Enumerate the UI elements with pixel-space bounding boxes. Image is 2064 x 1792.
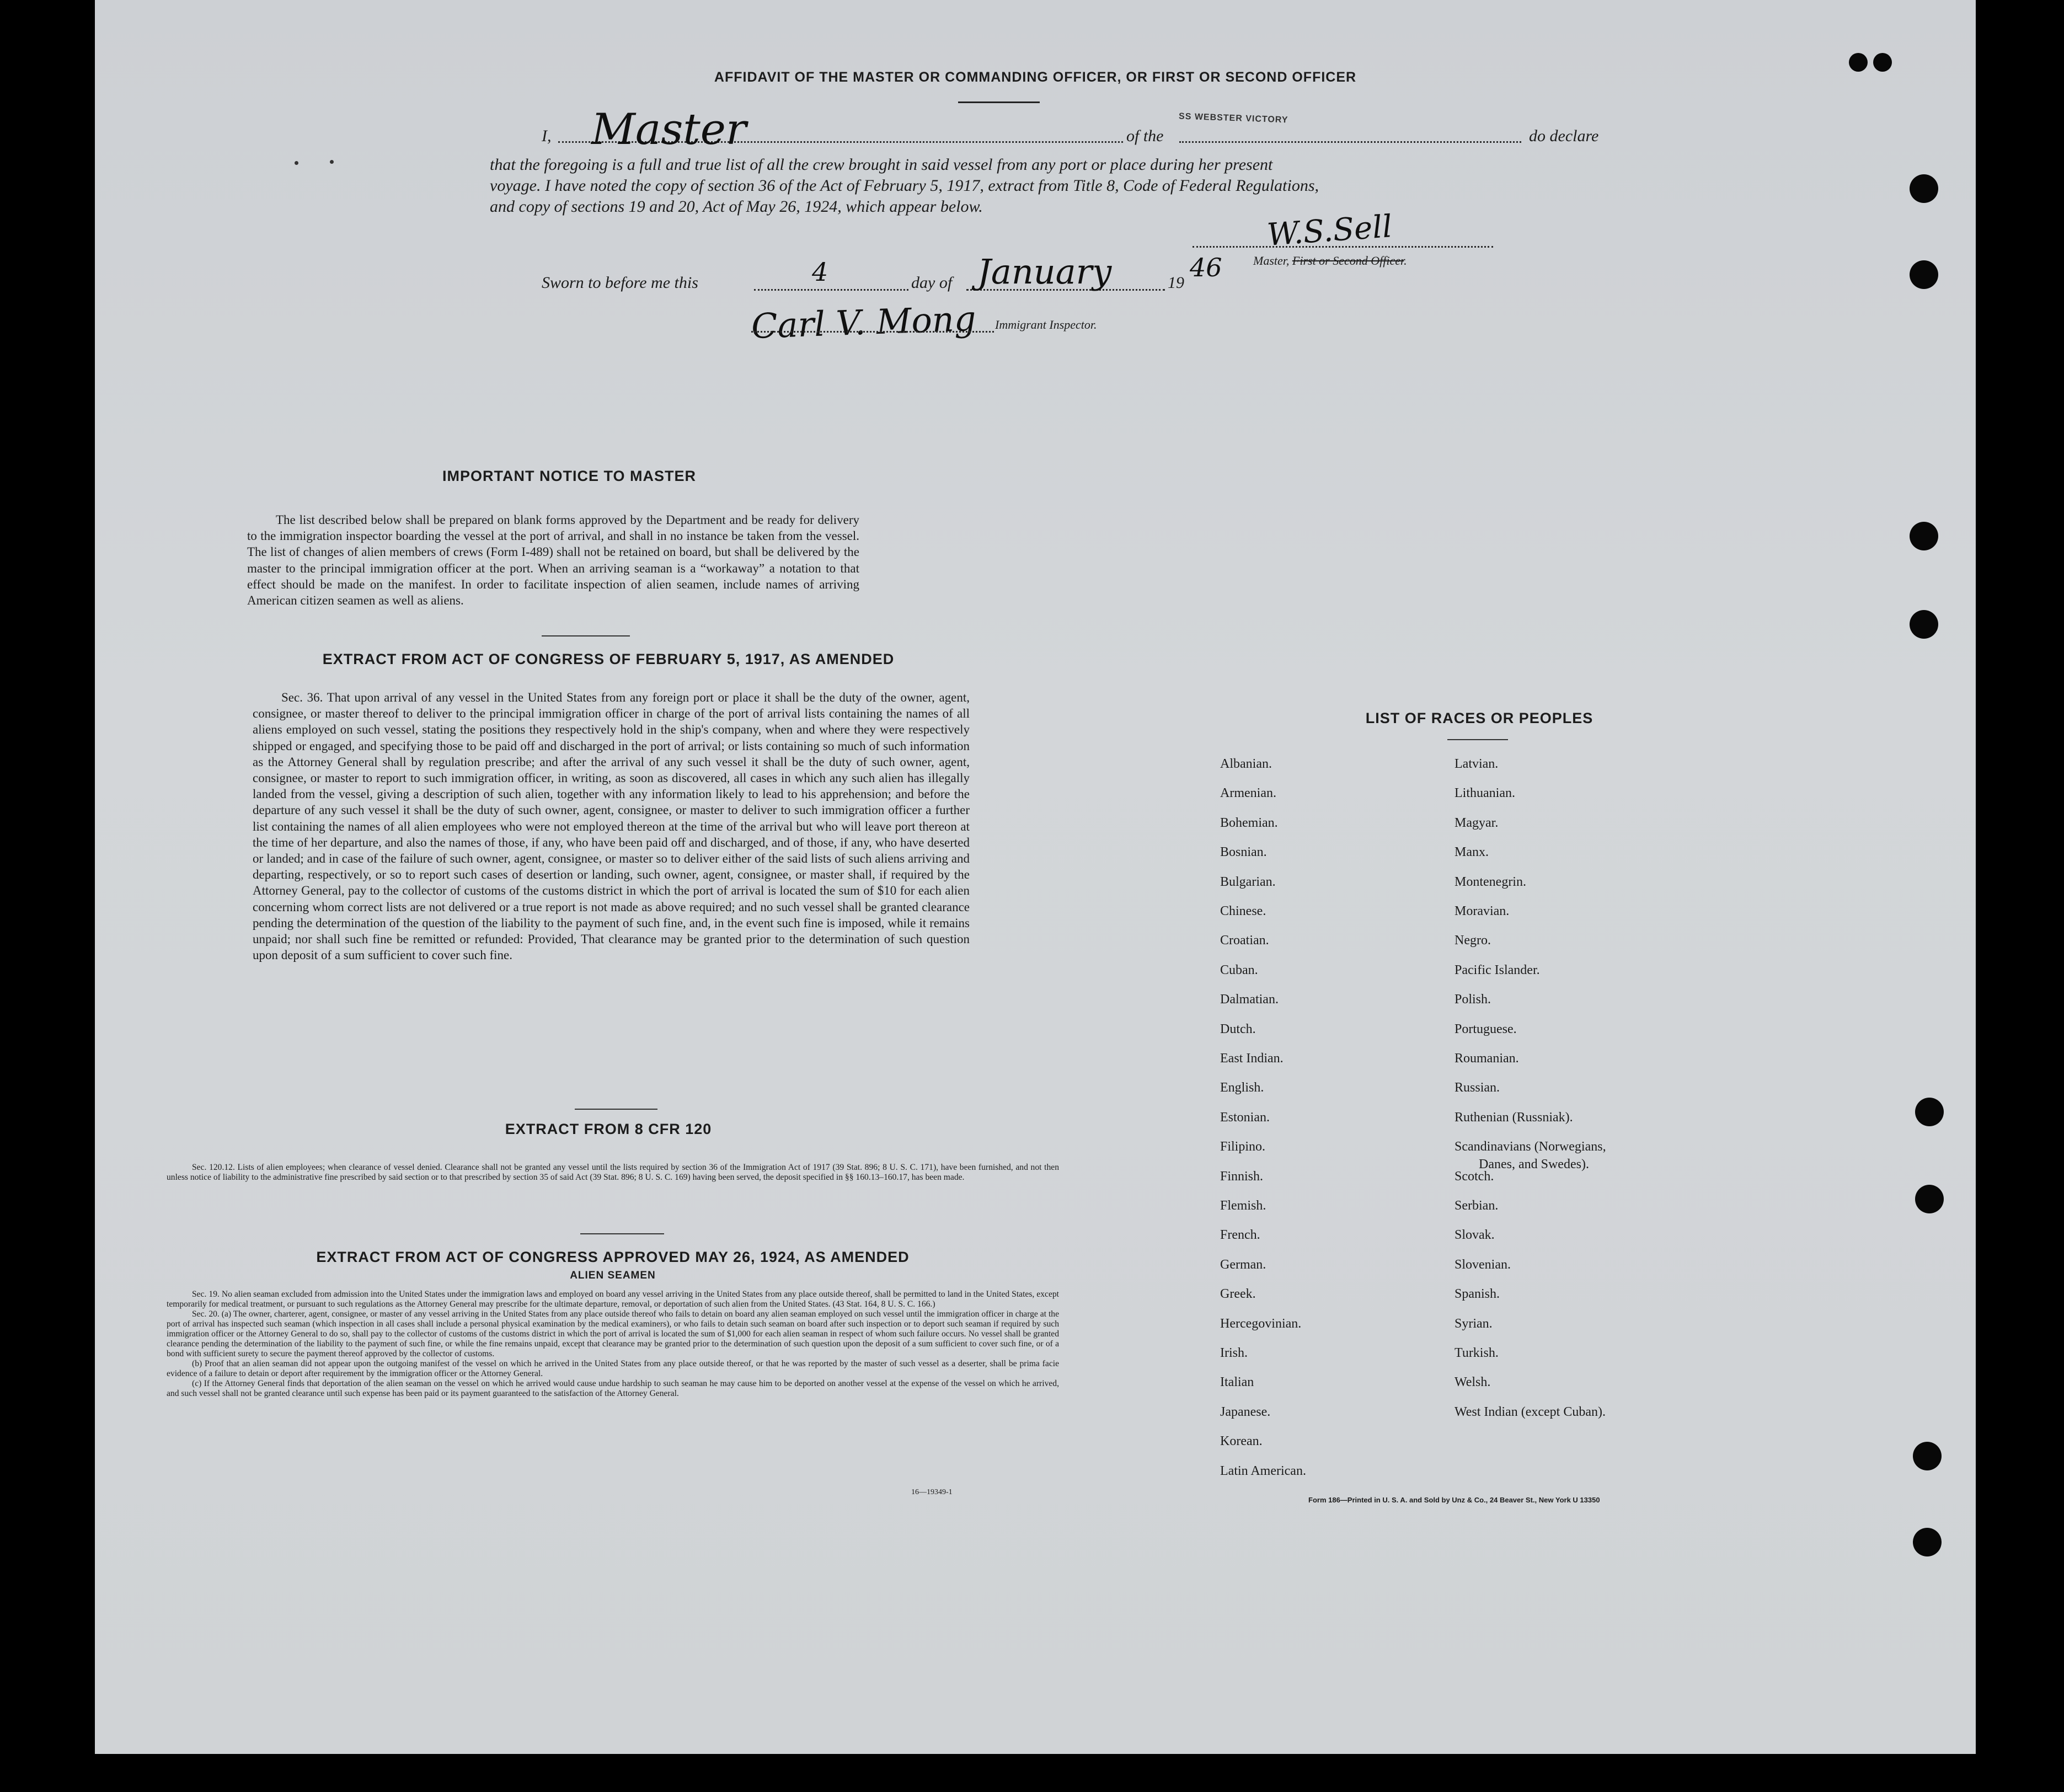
- extract-1924-subtitle: ALIEN SEAMEN: [570, 1270, 656, 1281]
- divider: [1447, 739, 1508, 740]
- race-item: Negro.: [1455, 933, 1491, 948]
- printer-note: Form 186—Printed in U. S. A. and Sold by Unz & Co., 24 Beaver St., New York U 13350: [1308, 1496, 1600, 1504]
- inspector-blank: [751, 331, 994, 333]
- race-item: Latvian.: [1455, 757, 1499, 771]
- punch-hole: [1913, 1528, 1942, 1556]
- race-item: Scandinavians (Norwegians,: [1455, 1140, 1606, 1154]
- race-item: Bulgarian.: [1220, 874, 1276, 889]
- sworn-day: 4: [812, 257, 828, 287]
- race-item: Syrian.: [1455, 1316, 1493, 1331]
- master-title: [1253, 254, 1407, 268]
- race-item: Roumanian.: [1455, 1051, 1519, 1066]
- race-item: Dalmatian.: [1220, 992, 1279, 1007]
- races-title: LIST OF RACES OR PEOPLES: [1365, 710, 1594, 726]
- punch-hole: [1915, 1098, 1944, 1126]
- race-item: French.: [1220, 1228, 1260, 1243]
- race-item: Italian: [1220, 1375, 1254, 1390]
- punch-hole: [1910, 610, 1938, 639]
- vessel-blank: [1179, 141, 1521, 143]
- extract-1924-title: EXTRACT FROM ACT OF CONGRESS APPROVED MAY 26, 1924, AS AMENDED: [316, 1249, 910, 1265]
- day-blank: [754, 289, 908, 291]
- inspector-label: Immigrant Inspector.: [995, 318, 1097, 331]
- sec19-text: Sec. 19. No alien seaman excluded from admission into the United States under the immigration laws and employed on board any vessel arriving in the United States from any place outside thereof, shall be permitted to land in the United States, except temporarily for medical treatment, or pursuant to such regulations as the Attorney General may prescribe for the ultimate departure, removal, or deportation of such alien from the United States. (43 Stat. 164, 8 U. S. C. 166.): [167, 1290, 1059, 1309]
- race-item: Irish.: [1220, 1346, 1248, 1360]
- divider: [580, 1233, 664, 1234]
- sec20b-text: (b) Proof that an alien seaman did not appear upon the outgoing manifest of the vessel on which he arrived in the United States from any place outside thereof, or that he was reported by the master of such vessel as a deserter, shall be prima facie evidence of a failure to detain or deport after requirement by the immigration officer or the Attorney General.: [167, 1359, 1059, 1378]
- vessel-stamp: SS WEBSTER VICTORY: [1178, 111, 1288, 125]
- form-number: 16—19349-1: [911, 1488, 953, 1496]
- race-item: Hercegovinian.: [1220, 1316, 1302, 1331]
- punch-hole: [1913, 1442, 1942, 1470]
- struck-officer-title: First or Second Officer: [1292, 254, 1404, 268]
- punch-hole: [1915, 1185, 1944, 1213]
- declaration-body-3: and copy of sections 19 and 20, Act of May 26, 1924, which appear below.: [490, 197, 983, 216]
- race-item: Croatian.: [1220, 933, 1269, 948]
- race-item: Lithuanian.: [1455, 786, 1515, 801]
- race-item: Scotch.: [1455, 1169, 1494, 1184]
- race-item: Polish.: [1455, 992, 1491, 1007]
- notice-text: The list described below shall be prepared on blank forms approved by the Department and be ready for delivery to the immigration inspector boarding the vessel at the port of arrival, and shall in no instance be taken from the vessel. The list of changes of alien members of crews (Form I-489) shall not be retained on board, but shall be delivered by the master to the principal immigration officer at the port. When an arriving seaman is a “workaway” a notation to that effect should be made on the manifest. In order to facilitate inspection of alien seamen, include names of arriving American citizen seamen as well as aliens.: [247, 513, 859, 608]
- race-item: Estonian.: [1220, 1110, 1270, 1125]
- race-item: Magyar.: [1455, 815, 1499, 830]
- extract-cfr-title: EXTRACT FROM 8 CFR 120: [505, 1121, 712, 1137]
- race-item: Flemish.: [1220, 1199, 1266, 1213]
- race-item: Finnish.: [1220, 1169, 1264, 1184]
- race-item: Serbian.: [1455, 1199, 1499, 1213]
- race-item: Slovak.: [1455, 1228, 1495, 1243]
- punch-hole: [1910, 260, 1938, 289]
- declaration-body-1: that the foregoing is a full and true list of all the crew brought in said vessel from any port or place during her present: [490, 156, 1273, 174]
- extract-1917-text: Sec. 36. That upon arrival of any vessel in the United States from any foreign port or place it shall be the duty of the owner, agent, consignee, or master thereof to deliver to the principal immigration officer in charge of the port of arrival lists containing the names of all aliens employed on such vessel, stating the positions they respectively hold in the ship's company, when and where they were respectively shipped or engaged, and specifying those to be paid off and discharged in the port of arrival; or lists containing so much of such information as the Attorney General shall by regulation prescribe; and after the arrival of any such vessel it shall be the duty of such owner, agent, consignee, or master to report to such immigration officer, in writing, as soon as discovered, all cases in which any such alien has illegally landed from the vessel, giving a description of such alien, together with any information likely to lead to his apprehension; and before the departure of any such vessel it shall be the duty of such owner, agent, consignee, or master to deliver to such immigration officer a further list containing the names of all alien employees who were not employed thereon at the time of the arrival but who will leave port thereon at the time of her departure, and also the names of those, if any, who have been paid off and discharged, and of those, if any, who have deserted or landed; and in case of the failure of such owner, agent, consignee, or master so to deliver either of the said lists of such aliens arriving and departing, respectively, or so to report such cases of desertion or landing, such owner, agent, consignee, or master shall, if required by the Attorney General, pay to the collector of customs of the customs district in which the port of arrival is located the sum of $10 for each alien concerning whom correct lists are not delivered or a true report is not made as above required; and no such vessel shall be granted clearance pending the determination of the question of the liability to the payment of such fine, and, in the event such fine is imposed, while it remains unpaid; nor shall such fine be remitted or refunded: Provided, That clearance may be granted prior to the determination of such question upon deposit of a sum sufficient to cover such fine.: [253, 691, 970, 962]
- race-item: Manx.: [1455, 845, 1489, 860]
- race-item: English.: [1220, 1080, 1264, 1095]
- extract-1917-title: EXTRACT FROM ACT OF CONGRESS OF FEBRUARY 5, 1917, AS AMENDED: [322, 651, 895, 667]
- punch-hole: [1849, 53, 1868, 72]
- divider: [958, 101, 1040, 103]
- race-item: Welsh.: [1455, 1375, 1491, 1390]
- punch-hole: [1910, 522, 1938, 550]
- race-item: Russian.: [1455, 1080, 1500, 1095]
- master-label: Master,: [1253, 254, 1290, 268]
- race-item: Pacific Islander.: [1455, 962, 1540, 977]
- race-item: Danes, and Swedes).: [1479, 1157, 1589, 1172]
- race-item: Cuban.: [1220, 962, 1258, 977]
- race-item: East Indian.: [1220, 1051, 1284, 1066]
- master-period: .: [1404, 254, 1407, 268]
- race-item: Korean.: [1220, 1434, 1263, 1449]
- race-item: German.: [1220, 1257, 1266, 1272]
- speck: [330, 160, 334, 164]
- race-item: Dutch.: [1220, 1021, 1256, 1036]
- punch-hole: [1910, 174, 1938, 203]
- speck: [295, 161, 298, 165]
- race-item: Portuguese.: [1455, 1021, 1517, 1036]
- sec20a-text: Sec. 20. (a) The owner, charterer, agent, consignee, or master of any vessel arriving in the United States from any place outside thereof who fails to detain on board any alien seaman employed on such vessel until the immigration officer in charge at the port of arrival has inspected such seaman (which inspection in all cases shall include a personal physical examination by the medical examiners), or who fails to detain such seaman on board after such inspection or to deport such seaman if required by such immigration officer or the Attorney General to do so, shall pay to the collector of customs of the customs district in which the port of arrival is located the sum of $1,000 for each alien seaman in respect of whom such failure occurs. No vessel shall be granted clearance pending the determination of the liability to the payment of such fine, or while the fine remains unpaid, except that clearance may be granted prior to the determination of such question upon the deposit of a sum sufficient to cover such fine, or of a bond with sufficient surety to secure the payment thereof approved by the collector of customs.: [167, 1309, 1059, 1358]
- divider: [542, 635, 630, 636]
- sworn-label: Sworn to before me this: [542, 274, 698, 292]
- year-prefix: 19: [1168, 274, 1184, 292]
- race-item: Turkish.: [1455, 1346, 1499, 1360]
- declaration-body-2: voyage. I have noted the copy of section 36 of the Act of February 5, 1917, extract from Title 8, Code of Federal Regulations,: [490, 176, 1319, 195]
- race-item: Bosnian.: [1220, 845, 1267, 860]
- race-item: Armenian.: [1220, 786, 1276, 801]
- race-item: Ruthenian (Russniak).: [1455, 1110, 1573, 1125]
- do-declare-label: do declare: [1529, 127, 1599, 145]
- document-sheet: [95, 0, 1976, 1754]
- race-item: Montenegrin.: [1455, 874, 1526, 889]
- race-item: West Indian (except Cuban).: [1455, 1404, 1606, 1419]
- race-item: Filipino.: [1220, 1140, 1266, 1154]
- year-suffix: 46: [1190, 253, 1222, 282]
- master-signature: W.S.Sell: [1266, 208, 1394, 253]
- inspector-signature: Carl V. Mong: [750, 298, 977, 347]
- of-the-label: of the: [1126, 127, 1164, 145]
- sworn-month: January: [977, 252, 1112, 292]
- race-item: Slovenian.: [1455, 1257, 1511, 1272]
- notice-title: IMPORTANT NOTICE TO MASTER: [442, 468, 696, 484]
- extract-cfr-text: Sec. 120.12. Lists of alien employees; when clearance of vessel denied. Clearance shall not be granted any vessel until the lists required by section 36 of the Immigration Act of 1917 (39 Stat. 896; 8 U. S. C. 171), have been furnished, and not then unless notice of liability to the administrative fine prescribed by said section or to that prescribed by section 35 of said Act (39 Stat. 896; 8 U. S. C. 169) having been served, the deposit specified in §§ 160.13–160.17, has been made.: [167, 1163, 1059, 1182]
- extract-1924-body: [167, 1290, 1059, 1399]
- day-of-label: day of: [911, 274, 953, 292]
- i-label: I,: [542, 127, 552, 145]
- race-item: Greek.: [1220, 1287, 1256, 1302]
- signature-blank: [1193, 246, 1493, 248]
- race-item: Japanese.: [1220, 1404, 1271, 1419]
- affidavit-title: AFFIDAVIT OF THE MASTER OR COMMANDING OFFICER, OR FIRST OR SECOND OFFICER: [714, 69, 1357, 85]
- race-item: Latin American.: [1220, 1463, 1306, 1478]
- race-item: Bohemian.: [1220, 815, 1278, 830]
- divider: [575, 1109, 657, 1110]
- race-item: Albanian.: [1220, 757, 1272, 771]
- race-item: Moravian.: [1455, 904, 1510, 918]
- sec20c-text: (c) If the Attorney General finds that deportation of the alien seaman on the vessel on which he arrived would cause undue hardship to such seaman he may cause him to be deported on another vessel at the expense of the vessel on which he arrived, and such vessel shall not be granted clearance until such expense has been paid or its payment guaranteed to the satisfaction of the Attorney General.: [167, 1379, 1059, 1398]
- handwritten-name: Master: [591, 105, 747, 154]
- race-item: Chinese.: [1220, 904, 1266, 918]
- punch-hole: [1873, 53, 1892, 72]
- race-item: Spanish.: [1455, 1287, 1500, 1302]
- declaration-line: [542, 127, 552, 146]
